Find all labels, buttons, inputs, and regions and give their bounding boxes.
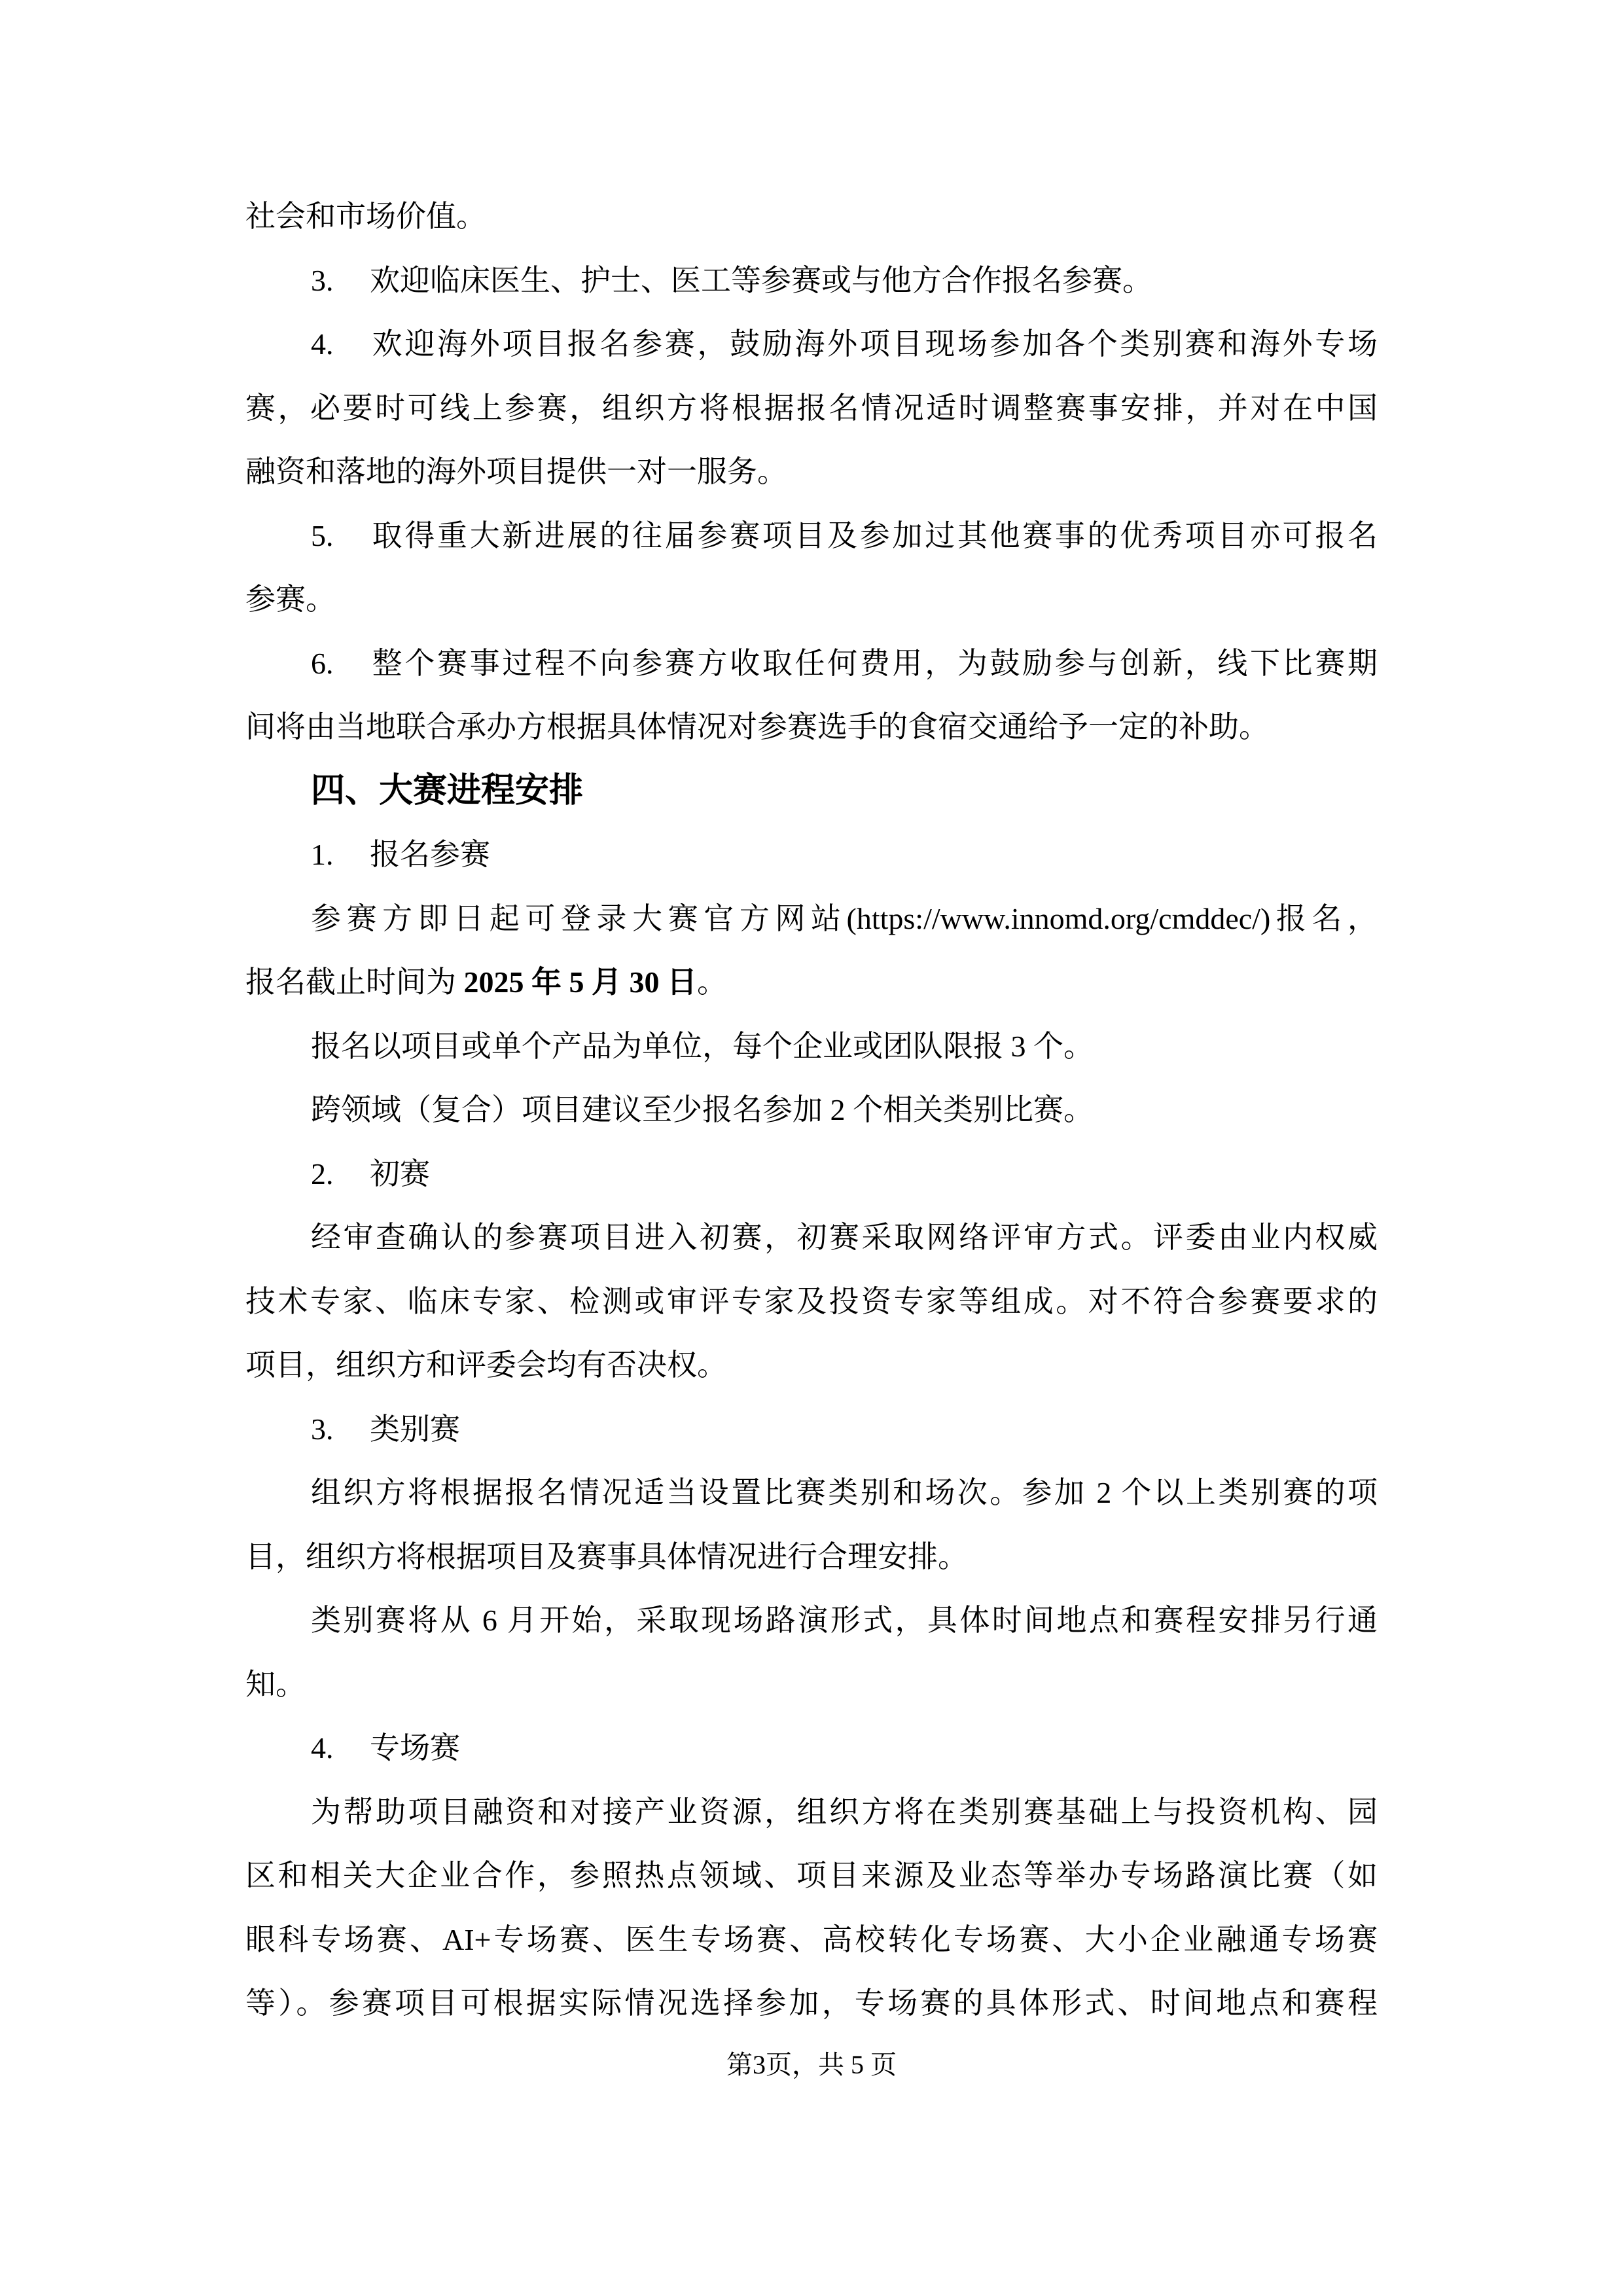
text-line	[245, 1142, 1378, 1206]
text-line	[245, 950, 1378, 1014]
text-run: 技术专家、临床专家、检测或审评专家及投资专家等组成。对不符合参赛要求的	[245, 1284, 1378, 1318]
list-number: 3.	[311, 263, 334, 297]
list-number: 2.	[311, 1157, 334, 1191]
text-line	[245, 1206, 1378, 1270]
text-run: 区和相关大企业合作，参照热点领域、项目来源及业态等举办专场路演比赛（如	[245, 1859, 1378, 1892]
text-run: 报名截止时间为	[245, 965, 464, 999]
text-line	[245, 1653, 1378, 1717]
text-run: 经审查确认的参赛项目进入初赛，初赛采取网络评审方式。评委由业内权威	[311, 1221, 1378, 1254]
text-line	[245, 1780, 1378, 1844]
text-line	[245, 632, 1378, 696]
text-run: 社会和市场价值。	[245, 200, 486, 233]
text-run: 。	[697, 965, 727, 999]
text-run: 取得重大新进展的往届参赛项目及参加过其他赛事的优秀项目亦可报名	[370, 518, 1378, 552]
text-line	[245, 1014, 1378, 1079]
text-line	[245, 1588, 1378, 1653]
text-run: 间将由当地联合承办方根据具体情况对参赛选手的食宿交通给予一定的补助。	[245, 710, 1269, 744]
text-line	[245, 1844, 1378, 1908]
text-run: 目，组织方将根据项目及赛事具体情况进行合理安排。	[245, 1539, 968, 1573]
text-run: 赛，必要时可线上参赛，组织方将根据报名情况适时调整赛事安排，并对在中国	[245, 391, 1378, 425]
text-line	[245, 1908, 1378, 1972]
text-line	[245, 185, 1378, 249]
text-line	[245, 887, 1378, 951]
text-line	[245, 1716, 1378, 1780]
text-line	[245, 1525, 1378, 1589]
text-line	[245, 1971, 1378, 2036]
text-line	[245, 759, 1378, 823]
document-content	[245, 185, 1378, 2036]
text-run: 为帮助项目融资和对接产业资源，组织方将在类别赛基础上与投资机构、园	[311, 1795, 1378, 1829]
text-line	[245, 1333, 1378, 1397]
list-number: 5.	[311, 518, 334, 552]
text-run: 欢迎海外项目报名参赛，鼓励海外项目现场参加各个类别赛和海外专场	[370, 327, 1378, 361]
text-run: 四、大赛进程安排	[311, 772, 584, 810]
text-run: 报名参赛	[370, 838, 490, 871]
text-line	[245, 567, 1378, 632]
list-number: 6.	[311, 646, 334, 680]
text-run: 参赛方即日起可登录大赛官方网站(https://www.innomd.org/cmddec/)报名，	[311, 901, 1378, 935]
text-line	[245, 504, 1378, 568]
text-line	[245, 695, 1378, 759]
text-run: 专场赛	[370, 1731, 460, 1765]
text-line	[245, 1461, 1378, 1525]
text-run: 项目，组织方和评委会均有否决权。	[245, 1348, 727, 1382]
text-run: 知。	[245, 1667, 306, 1701]
text-run: 类别赛将从 6 月开始，采取现场路演形式，具体时间地点和赛程安排另行通	[311, 1604, 1378, 1637]
text-run: 融资和落地的海外项目提供一对一服务。	[245, 455, 787, 488]
text-run: 类别赛	[370, 1412, 460, 1446]
text-line	[245, 312, 1378, 376]
text-line	[245, 823, 1378, 887]
list-number: 3.	[311, 1412, 334, 1446]
text-line	[245, 376, 1378, 440]
bold-text-run: 2025 年 5 月 30 日	[463, 965, 697, 999]
text-line	[245, 1270, 1378, 1334]
text-run: 眼科专场赛、AI+专场赛、医生专场赛、高校转化专场赛、大小企业融通专场赛	[245, 1922, 1378, 1956]
list-number: 4.	[311, 1731, 334, 1765]
text-line	[245, 249, 1378, 313]
text-line	[245, 1078, 1378, 1142]
list-number: 1.	[311, 838, 334, 871]
text-run: 欢迎临床医生、护士、医工等参赛或与他方合作报名参赛。	[370, 263, 1152, 297]
text-run: 初赛	[370, 1157, 430, 1191]
list-number: 4.	[311, 327, 334, 361]
text-run: 参赛。	[245, 583, 336, 616]
text-line	[245, 1397, 1378, 1462]
text-run: 等）。参赛项目可根据实际情况选择参加，专场赛的具体形式、时间地点和赛程	[245, 1986, 1378, 2020]
text-run: 组织方将根据报名情况适当设置比赛类别和场次。参加 2 个以上类别赛的项	[311, 1476, 1378, 1509]
text-run: 报名以项目或单个产品为单位，每个企业或团队限报 3 个。	[311, 1029, 1094, 1063]
text-run: 跨领域（复合）项目建议至少报名参加 2 个相关类别比赛。	[311, 1093, 1094, 1126]
page-footer: 第3页，共 5 页	[726, 2050, 897, 2079]
text-line	[245, 440, 1378, 504]
text-run: 整个赛事过程不向参赛方收取任何费用，为鼓励参与创新，线下比赛期	[370, 646, 1378, 680]
